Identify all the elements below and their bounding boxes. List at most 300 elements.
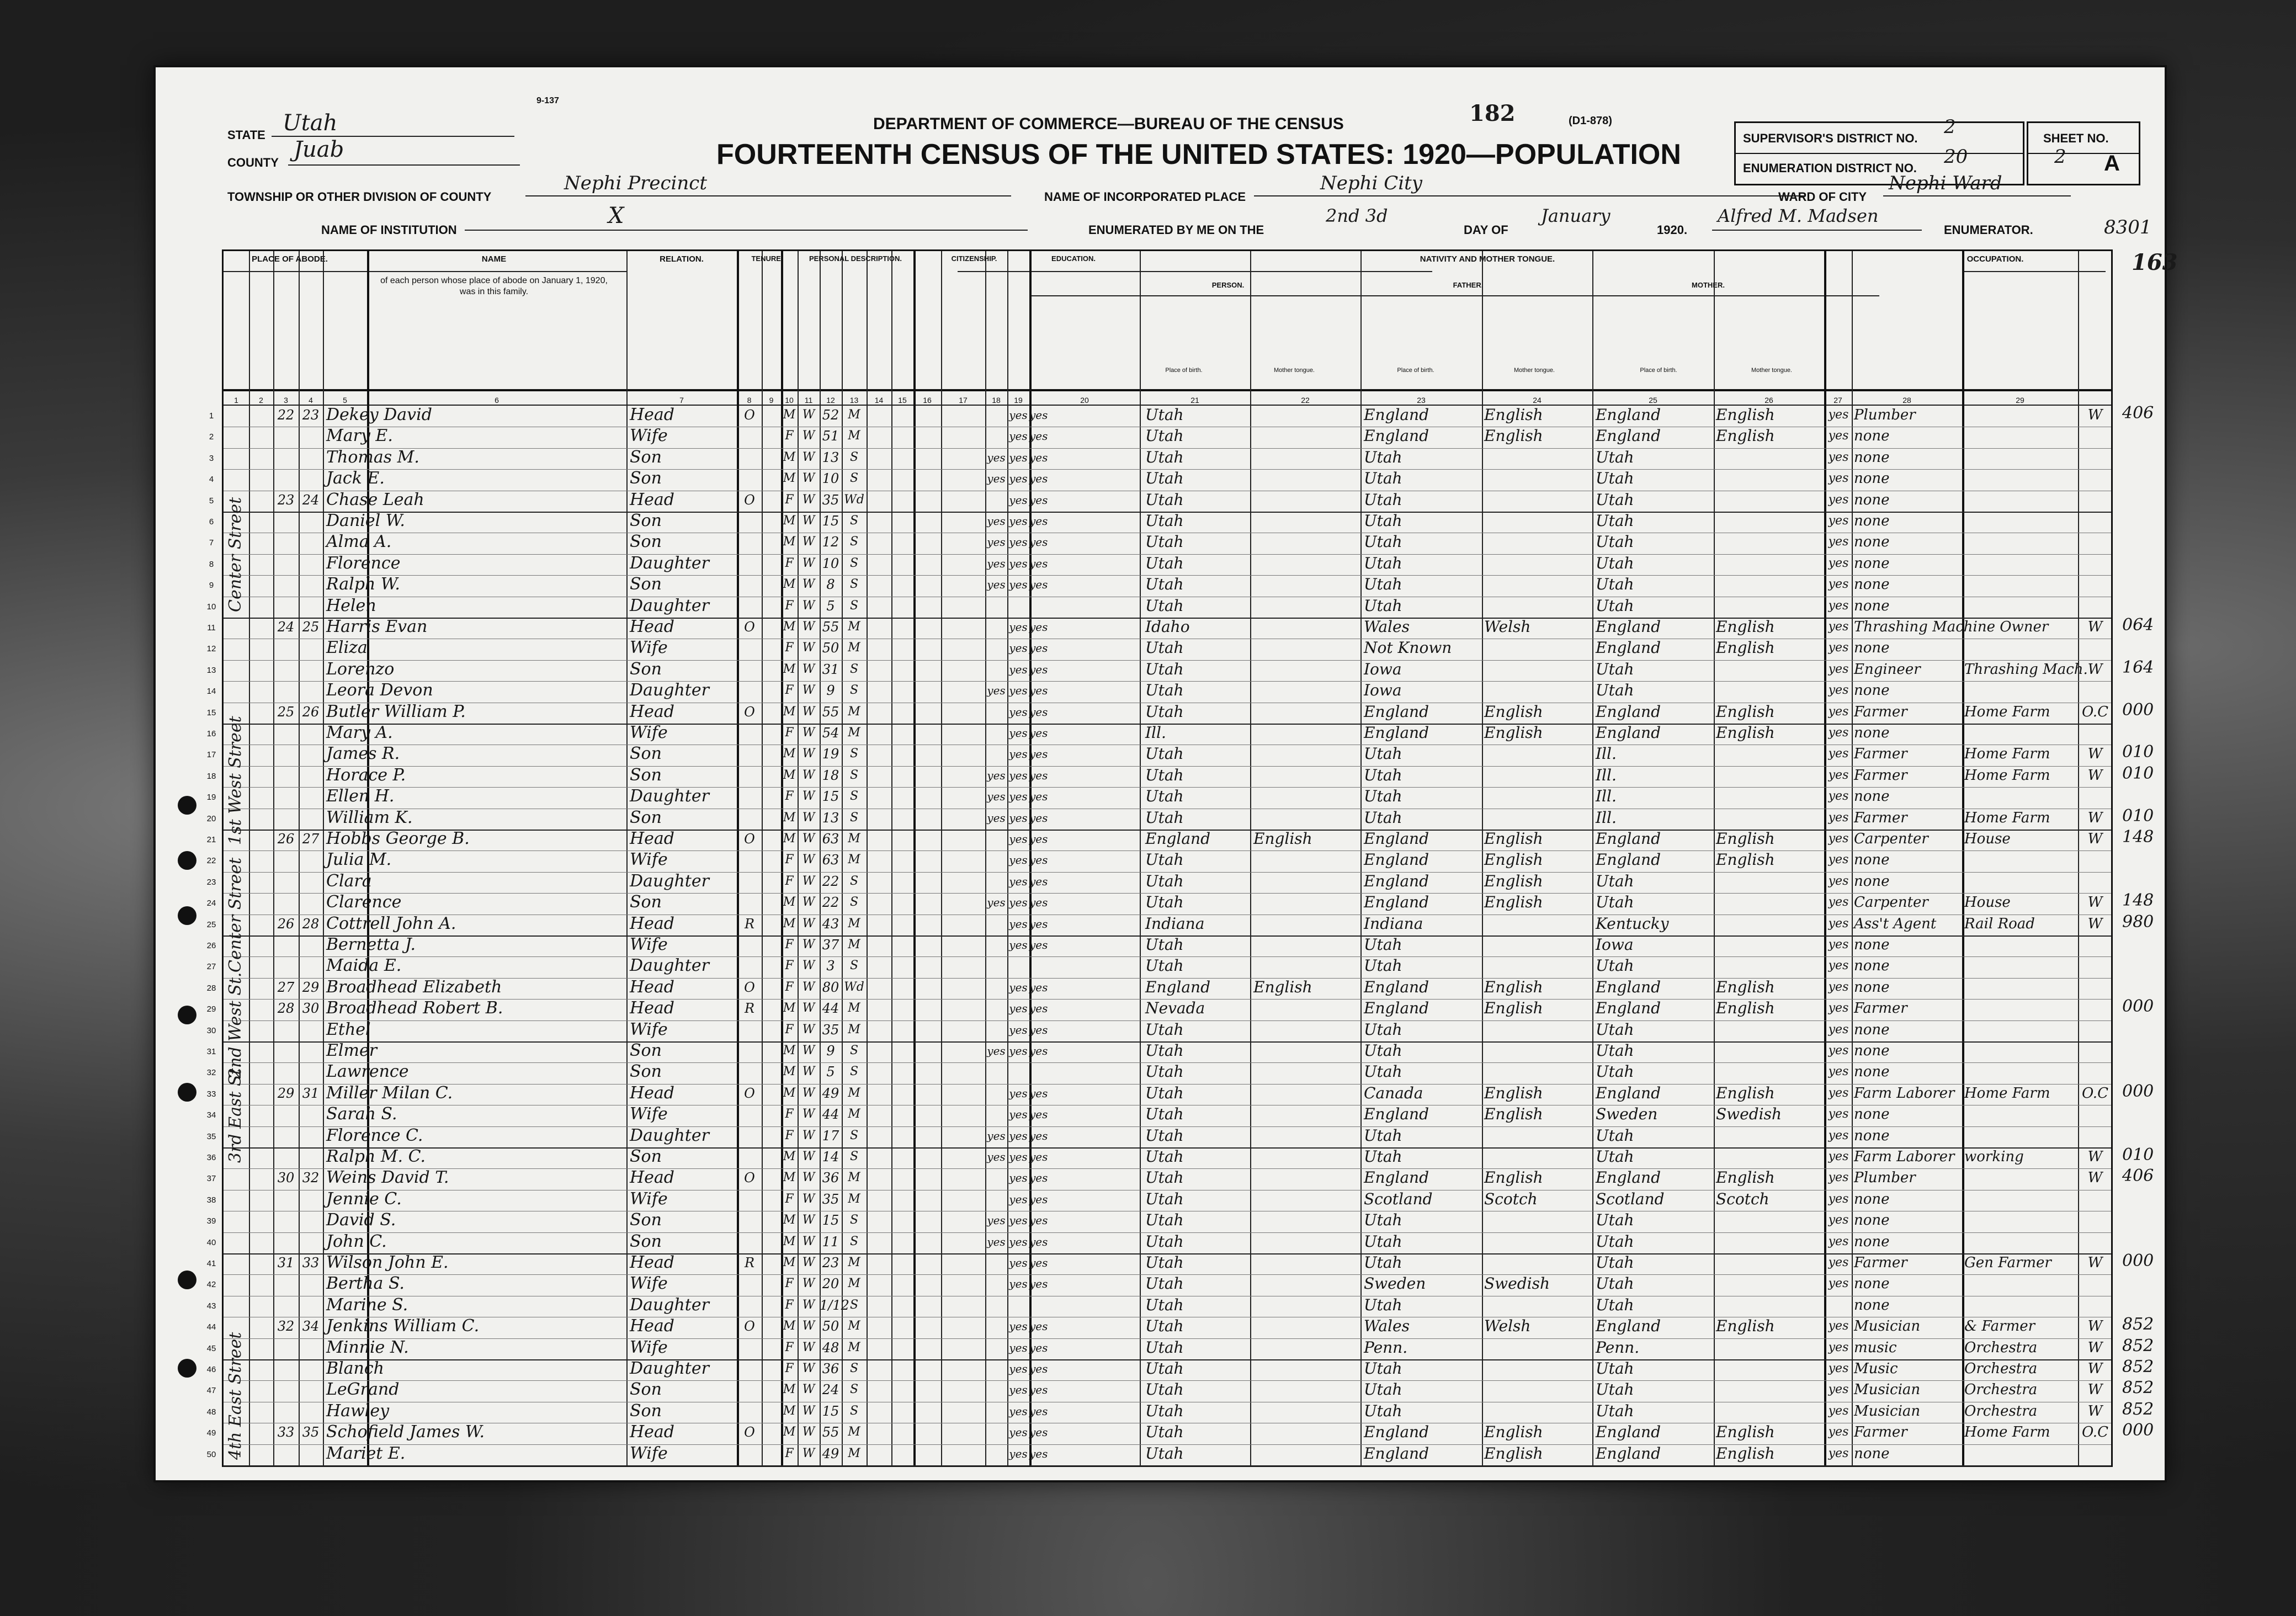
cell-name: Butler William P. [326,701,466,721]
cell-fpob: Utah [1364,1359,1402,1378]
cell-eng: yes [1828,598,1849,613]
cell-race: W [802,1404,815,1418]
row-number: 45 [206,1343,216,1353]
cell-age: 50 [822,1319,839,1335]
cell-sex: F [785,1340,794,1354]
cell-read: yes [1009,1108,1028,1121]
cell-rel: Son [630,1231,662,1251]
cell-pob: Utah [1145,1401,1184,1420]
cell-mpob: Utah [1596,1359,1634,1378]
cell-rel: Head [630,1168,675,1188]
cell-trade: none [1854,470,1890,487]
cell-trade: music [1854,1339,1897,1356]
cell-ten: O [744,1424,755,1440]
cell-fam: 32 [302,1170,320,1186]
cell-name: John C. [326,1231,387,1251]
cell-age: 24 [822,1382,839,1398]
cell-name: Ethel [326,1019,371,1039]
cell-ten: O [744,831,755,847]
column-number: 10 [785,396,794,405]
cell-fpob: Not Known [1364,639,1452,657]
cell-ftongue: English [1484,406,1543,424]
cell-mpob: England [1596,702,1661,721]
cell-mpob: Utah [1596,533,1634,551]
cell-mpob: Utah [1596,490,1634,509]
cell-read: yes [1009,1150,1028,1163]
cell-fam: 28 [302,916,320,932]
cell-rel: Son [630,469,662,488]
row-number: 22 [206,856,216,866]
cell-rel: Son [630,1401,662,1421]
cell-read: yes [1009,1341,1028,1354]
cell-emp: W [2087,1339,2103,1356]
cell-pob: Utah [1145,533,1184,551]
cell-mar: M [848,853,860,867]
cell-pob: Utah [1145,490,1184,509]
cell-eng: yes [1828,429,1849,443]
cell-rel: Daughter [630,956,709,976]
cell-eng: yes [1828,556,1849,570]
margin-code: 064 [2122,615,2154,635]
cell-race: W [802,832,815,846]
cell-age: 52 [822,407,839,423]
cell-ftongue: English [1484,1168,1543,1187]
cell-race: W [802,747,815,761]
cell-ftongue: English [1484,871,1543,890]
cell-ten: O [744,619,755,635]
cell-mar: S [849,747,859,761]
cell-race: W [802,1234,815,1248]
cell-mpob: England [1596,427,1661,445]
column-rule [1360,251,1362,1465]
cell-trade: none [1854,788,1890,805]
row-number: 34 [206,1110,216,1120]
cell-mtongue: English [1716,999,1775,1018]
cell-read: yes [1009,896,1028,910]
cell-industry: Home Farm [1964,1085,2050,1102]
cell-mpob: Utah [1596,596,1634,615]
cell-write: yes [1029,662,1048,676]
cell-emp: W [2087,1318,2103,1335]
cell-emp: W [2087,1381,2103,1399]
cell-race: W [802,916,815,931]
cell-att: yes [987,811,1006,825]
cell-trade: Musician [1854,1402,1921,1420]
cell-fam: 34 [302,1319,320,1335]
cell-ftongue: English [1484,427,1543,445]
cell-rel: Wife [630,426,668,446]
column-number: 15 [898,396,907,405]
cell-mar: S [849,1065,859,1079]
cell-trade: Farm Laborer [1854,1149,1955,1165]
cell-mpob: Utah [1596,554,1634,572]
mother-pob-sub: Place of birth. [1640,367,1677,374]
cell-sex: F [785,556,794,570]
cell-age: 22 [822,895,839,911]
cell-age: 55 [822,704,839,720]
cell-emp: O.C [2082,1424,2108,1441]
cell-sex: M [783,1065,796,1079]
cell-pob: Utah [1145,681,1184,700]
cell-name: Ellen H. [326,786,395,806]
cell-race: W [802,704,815,719]
cell-sex: F [785,959,794,973]
abode-header: PLACE OF ABODE. [252,254,328,264]
place-underline [1254,195,1806,196]
cell-mar: M [848,704,860,719]
cell-mtongue: English [1716,1317,1775,1336]
cell-write: yes [1029,1086,1048,1100]
cell-ftongue: Welsh [1484,618,1531,636]
form-number: 9-137 [536,96,559,105]
cell-name: Ralph W. [326,575,400,594]
state-value: Utah [283,110,338,136]
cell-sex: M [783,1150,796,1163]
column-number: 25 [1649,396,1657,405]
cell-mpob: Utah [1596,1211,1634,1230]
cell-mar: S [849,1362,859,1375]
cell-pob: Utah [1145,1168,1184,1187]
cell-mar: S [849,1404,859,1418]
cell-fpob: Utah [1364,745,1402,763]
cell-eng: yes [1828,1086,1849,1100]
row-number: 10 [206,602,216,612]
cell-age: 18 [822,767,839,783]
cell-mar: Wd [844,492,864,507]
cell-dw: 33 [277,1424,295,1440]
cell-fpob: Utah [1364,1147,1402,1166]
cell-read: yes [1009,790,1028,804]
cell-name: Florence [326,553,401,573]
cell-rel: Wife [630,723,668,742]
cell-sex: M [783,768,796,782]
cell-sex: M [783,535,796,549]
cell-race: W [802,1256,815,1269]
cell-sex: M [783,577,796,592]
mother-header: MOTHER. [1692,281,1725,289]
cell-write: yes [1029,641,1048,655]
cell-ten: O [744,407,755,423]
cell-write: yes [1029,514,1048,528]
cell-race: W [802,408,815,422]
nativity-header: NATIVITY AND MOTHER TONGUE. [1420,254,1555,264]
father-tongue-sub: Mother tongue. [1514,367,1555,374]
cell-read: yes [1009,1404,1028,1418]
cell-write: yes [1029,684,1048,698]
cell-race: W [802,1425,815,1439]
cell-pob: Utah [1145,1105,1184,1124]
column-number: 28 [1902,396,1911,405]
cell-age: 54 [822,725,839,741]
cell-write: yes [1029,1171,1048,1185]
cell-eng: yes [1828,450,1849,464]
cell-write: yes [1029,1320,1048,1333]
cell-eng: yes [1828,1150,1849,1163]
cell-att: yes [987,1044,1006,1057]
cell-trade: Engineer [1854,661,1921,678]
cell-name: Broadhead Robert B. [326,998,503,1018]
cell-fpob: Sweden [1364,1274,1426,1293]
cell-name: Chase Leah [326,490,424,509]
cell-eng: yes [1828,853,1849,867]
cell-fpob: Utah [1364,575,1402,594]
cell-rel: Daughter [630,1295,709,1315]
cell-rel: Head [630,1422,675,1442]
state-label: STATE [227,128,265,142]
cell-read: yes [1009,980,1028,994]
cell-race: W [802,768,815,782]
cell-rel: Son [630,1380,662,1400]
row-number: 46 [206,1365,216,1374]
institution-value: X [608,203,624,228]
cell-age: 63 [822,852,839,868]
cell-pob: Utah [1145,871,1184,890]
cell-write: yes [1029,1150,1048,1163]
cell-read: yes [1009,811,1028,825]
cell-age: 20 [822,1276,839,1292]
row-number: 28 [206,983,216,993]
cell-rel: Head [630,829,675,848]
enumeration-district-label: ENUMERATION DISTRICT NO. [1743,161,1917,175]
cell-race: W [802,683,815,698]
cell-ftongue: Welsh [1484,1317,1531,1336]
cell-mar: M [848,641,860,655]
row-number: 44 [206,1322,216,1332]
cell-sex: F [785,874,794,888]
cell-write: yes [1029,1447,1048,1460]
cell-race: W [802,641,815,655]
cell-mtongue: English [1716,406,1775,424]
column-rule [1962,251,1964,1465]
cell-write: yes [1029,450,1048,464]
cell-race: W [802,1277,815,1291]
cell-race: W [802,980,815,994]
cell-mar: M [848,1340,860,1354]
township-label: TOWNSHIP OR OTHER DIVISION OF COUNTY [227,190,492,204]
cell-mar: S [849,768,859,782]
cell-eng: yes [1828,1404,1849,1418]
cell-name: Minnie N. [326,1337,409,1357]
cell-age: 22 [822,873,839,889]
cell-race: W [802,1001,815,1016]
cell-industry: Home Farm [1964,809,2050,826]
row-number: 20 [206,814,216,823]
street-label: Center Street [226,857,245,972]
cell-att: yes [987,514,1006,528]
cell-name: Weins David T. [326,1168,449,1188]
column-rule [1592,251,1593,1465]
cell-mar: M [848,726,860,740]
cell-race: W [802,1150,815,1163]
cell-race: W [802,789,815,804]
institution-label: NAME OF INSTITUTION [321,223,457,237]
cell-trade: Farmer [1854,746,1907,763]
cell-age: 13 [822,449,839,465]
cell-emp: W [2087,915,2103,932]
cell-ten: R [744,1001,755,1017]
row-number: 5 [209,496,214,506]
row-number: 33 [206,1089,216,1099]
cell-write: yes [1029,1341,1048,1354]
cell-eng: yes [1828,768,1849,782]
cell-fpob: Utah [1364,766,1402,784]
cell-read: yes [1009,853,1028,867]
cell-sex: M [783,408,796,422]
cell-age: 35 [822,1022,839,1038]
cell-read: yes [1009,684,1028,698]
cell-mar: M [848,1086,860,1100]
cell-rel: Wife [630,935,668,954]
cell-att: yes [987,1129,1006,1142]
cell-sex: F [785,1022,794,1036]
cell-read: yes [1009,726,1028,740]
cell-ftongue: English [1484,977,1543,996]
column-number: 21 [1190,396,1199,405]
ward-value: Nephi Ward [1889,172,2002,194]
row-number: 42 [206,1280,216,1290]
column-number: 1 [234,396,238,405]
cell-mtongue: English [1716,639,1775,657]
cell-pob: England [1145,830,1211,848]
cell-dw: 26 [277,831,295,847]
cell-trade: Carpenter [1854,894,1928,911]
cell-fpob: Utah [1364,1401,1402,1420]
row-number: 17 [206,750,216,760]
margin-code: 852 [2122,1357,2154,1376]
nativity-subrule [1029,295,1879,296]
cell-att: yes [987,1150,1006,1163]
row-number: 1 [209,411,214,421]
cell-fpob: Indiana [1364,914,1423,933]
cell-mpob: Utah [1596,469,1634,488]
cell-age: 15 [822,789,839,805]
cell-pob: Utah [1145,1041,1184,1060]
row-number: 50 [206,1449,216,1459]
cell-emp: W [2087,767,2103,784]
margin-code: 010 [2122,763,2154,783]
cell-pob: Utah [1145,1020,1184,1039]
cell-read: yes [1009,1383,1028,1397]
cell-mar: S [849,598,859,613]
cell-trade: Plumber [1854,1170,1916,1187]
cell-sex: M [783,1086,796,1100]
cell-race: W [802,895,815,910]
cell-age: 13 [822,810,839,826]
cell-mpob: England [1596,850,1661,869]
cell-trade: Musician [1854,1381,1921,1399]
cell-sex: F [785,1192,794,1206]
cell-att: yes [987,1235,1006,1248]
punch-hole [178,1083,196,1102]
cell-pob: Utah [1145,1380,1184,1399]
cell-trade: none [1854,873,1890,890]
cell-industry: Home Farm [1964,767,2050,784]
cell-mtongue: Scotch [1716,1189,1769,1208]
cell-eng: yes [1828,1022,1849,1036]
cell-read: yes [1009,705,1028,719]
cell-fpob: Utah [1364,1126,1402,1145]
cell-age: 35 [822,1191,839,1207]
column-rule [299,251,300,1465]
cell-eng: yes [1828,641,1849,655]
cell-mpob: England [1596,977,1661,996]
group-rule-right [1962,271,2106,272]
cell-pob: Indiana [1145,914,1205,933]
cell-mtongue: English [1716,618,1775,636]
cell-write: yes [1029,726,1048,740]
cell-fam: 31 [302,1085,320,1101]
column-rule [2078,251,2079,1465]
header-bottom-rule [224,389,2111,391]
cell-industry: Home Farm [1964,746,2050,763]
cell-att: yes [987,578,1006,592]
cell-read: yes [1009,1002,1028,1016]
cell-age: 44 [822,1001,839,1017]
cell-race: W [802,429,815,443]
cell-name: David S. [326,1210,396,1230]
cell-att: yes [987,768,1006,782]
cell-write: yes [1029,429,1048,443]
cell-pob: Utah [1145,956,1184,975]
cell-att: yes [987,684,1006,698]
cell-mpob: Utah [1596,1232,1634,1251]
page-number: 182 [1469,100,1516,126]
cell-race: W [802,1319,815,1333]
township-underline [525,195,1011,196]
cell-eng: yes [1828,1256,1849,1269]
cell-age: 9 [826,1043,835,1059]
cell-rel: Son [630,575,662,594]
punch-hole [178,851,196,870]
tenure-header: TENURE. [751,254,783,263]
column-rule [323,251,324,1465]
cell-att: yes [987,896,1006,910]
column-number: 22 [1301,396,1310,405]
cell-sex: M [783,471,796,486]
row-number: 4 [209,475,214,485]
cell-race: W [802,1022,815,1036]
cell-mar: M [848,620,860,634]
cell-write: yes [1029,768,1048,782]
cell-race: W [802,1340,815,1354]
education-header: EDUCATION. [1051,254,1096,263]
cell-mpob: Utah [1596,660,1634,678]
cell-age: 12 [822,534,839,550]
cell-name: Thomas M. [326,447,419,467]
cell-fpob: Utah [1364,1041,1402,1060]
cell-mpob: England [1596,1083,1661,1102]
cell-industry: Rail Road [1964,915,2035,932]
cell-rel: Daughter [630,1359,709,1378]
cell-sex: F [785,1128,794,1142]
cell-fpob: Utah [1364,448,1402,466]
cell-industry: Orchestra [1964,1360,2038,1377]
cell-trade: none [1854,1064,1890,1081]
cell-sex: F [785,1362,794,1375]
cell-fpob: England [1364,702,1429,721]
row-number: 23 [206,877,216,887]
county-label: COUNTY [227,156,279,169]
corner-note-2: 163 [2132,249,2178,275]
column-number: 4 [309,396,313,405]
cell-mar: M [848,832,860,846]
cell-race: W [802,1362,815,1375]
cell-dw: 28 [277,1001,295,1017]
margin-code: 164 [2122,657,2154,677]
cell-pob: Utah [1145,745,1184,763]
cell-mar: S [849,895,859,910]
cell-fpob: England [1364,999,1429,1018]
